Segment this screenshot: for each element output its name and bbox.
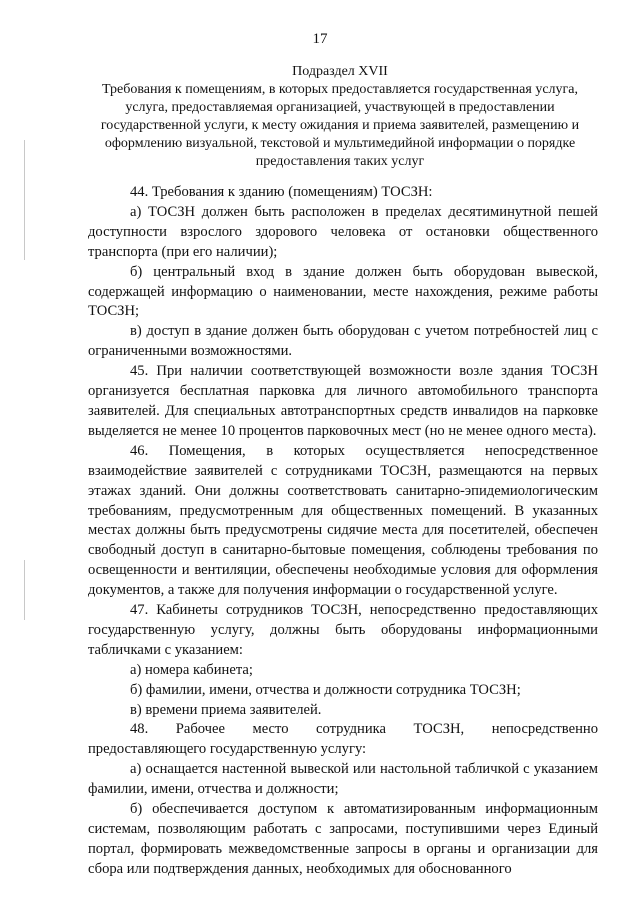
scan-edge-mark (24, 140, 25, 260)
paragraph-44-a: а) ТОСЗН должен быть расположен в пределах десятиминутной пешей доступности взрослого здорового человека от остановки общественного транспорта (при его наличии); (88, 203, 598, 260)
section-heading (90, 63, 590, 171)
paragraph-48-b: б) обеспечивается доступом к автоматизированным информационным системам, позволяющим работать с запросами, поступившими через Единый портал, формировать межведомственные запросы в органы и организации для сбора или подтверждения данных, необходимых для обоснованного (88, 801, 598, 877)
paragraph-45: 45. При наличии соответствующей возможности возле здания ТОСЗН организуется бесплатная парковка для личного автомобильного транспорта заявителей. Для специальных автотранспортных средств инвалидов на парковке выделяется не менее 10 процентов парковочных мест (но не менее одного места). (88, 363, 598, 439)
paragraph-47: 47. Кабинеты сотрудников ТОСЗН, непосредственно предоставляющих государственную услугу, должны быть оборудованы информационными табличками с указанием: (88, 602, 598, 658)
document-body (88, 183, 598, 880)
section-title: Требования к помещениям, в которых предоставляется государственная услуга, услуга, предоставляемая организацией, участвующей в предоставлении государственной услуги, к месту ожидания и приема заявителей, размещению и оформлению визуальной, текстовой и мультимедийной информации о порядке предоставления таких услуг (100, 82, 580, 169)
page-number: 17 (312, 31, 328, 47)
paragraph-46: 46. Помещения, в которых осуществляется непосредственное взаимодействие заявителей с сотрудниками ТОСЗН, размещаются на первых этажах зданий. Они должны соответствовать санитарно-эпидемиологическим требованиям, предусмотренным для общественных помещений. В указанных местах должны быть предусмотрены сидячие места для посетителей, обеспечен свободный доступ в санитарно-бытовые помещения, соблюдены требования по освещенности и вентиляции, обеспечены необходимые условия для оформления документов, а также для получения информации о государственной услуге. (88, 442, 598, 599)
scan-edge-mark (24, 560, 25, 620)
paragraph-47-c: в) времени приема заявителей. (130, 701, 322, 718)
section-label: Подраздел XVII (292, 64, 388, 79)
paragraph-44: 44. Требования к зданию (помещениям) ТОСЗН: (130, 184, 433, 200)
paragraph-47-b: б) фамилии, имени, отчества и должности сотрудника ТОСЗН; (130, 681, 521, 698)
paragraph-44-c: в) доступ в здание должен быть оборудован с учетом потребностей лиц с ограниченными возможностями. (88, 323, 598, 360)
paragraph-48-a: а) оснащается настенной вывеской или настольной табличкой с указанием фамилии, имени, отчества и должности; (88, 761, 598, 798)
paragraph-44-b: б) центральный вход в здание должен быть оборудован вывеской, содержащей информацию о наименовании, месте нахождения, режиме работы ТОСЗН; (88, 263, 598, 320)
paragraph-48: 48. Рабочее место сотрудника ТОСЗН, непосредственно предоставляющего государственную услугу: (88, 721, 598, 758)
paragraph-47-a: а) номера кабинета; (130, 661, 253, 678)
